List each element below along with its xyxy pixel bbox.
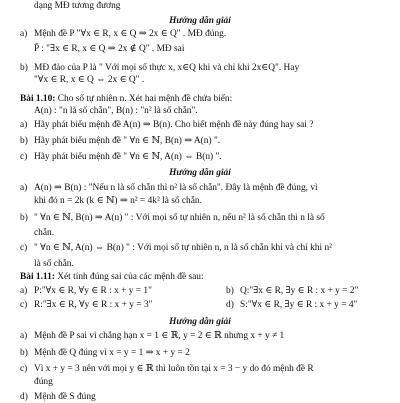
item-label: b) [226,286,234,296]
text-line: Cho số tự nhiên n. Xét hai mệnh đề chứa biến: [55,94,233,104]
item-label: a) [20,183,28,193]
exercise-1-11-title [20,271,400,283]
statement-q-wrap [226,285,358,297]
result-b [20,347,400,359]
question-b [20,135,400,147]
text-line: Xét tính đúng sai của các mệnh đề sau: [54,272,204,282]
item-label: a) [20,29,28,39]
result-a [20,330,400,342]
solution-b [20,212,400,224]
text-line: Hãy phát biểu mệnh đề " ∀n ∈ ℕ, B(n) ⇒ A(n) ". [34,136,221,146]
text-line: Hãy phát biểu mệnh đề A(n) ⇒ B(n). Cho biết mệnh đề này đúng hay sai ? [34,120,314,130]
text-line: Mệnh đề Q đúng vì x = y = 1 ⇒ x + y = 2 [34,348,190,358]
item-label: a) [20,286,28,296]
text-line: đúng [34,377,53,387]
text-line: Hãy phát biểu mệnh đề " ∀n ∈ ℕ, A(n) ⇔ B(n) ". [34,152,222,162]
text-line: " ∀n ∈ ℕ, A(n) ⇔ B(n) " : Với mọi số tự nhiên n, n là số chẵn khi và chỉ khi n² [34,243,332,253]
answer-b [20,62,400,74]
exercise-1-10-title [20,93,400,105]
question-a [20,119,400,131]
item-label: c) [20,300,28,310]
statement-p: P:"∀x ∈ R, ∀y ∈ R : x + y = 1" [34,286,152,296]
exercise-number: Bài 1.10: [20,94,56,104]
item-label: a) [20,120,28,130]
statement-row-1 [20,285,400,297]
exercise-number: Bài 1.11: [20,272,55,282]
question-c [20,151,400,163]
statement-row-2 [20,299,400,311]
text-line: Mệnh đề P "∀x ∈ R, x ∈ Q ⇒ 2x ∈ Q" . MĐ đúng. [34,29,227,39]
answer-a [20,28,400,40]
item-label: b) [20,348,28,358]
text-line: Mệnh đề P sai vì chẳng hạn x = 1 ∈ ℝ, y = 2 ∈ ℝ nhưng x + y ≠ 1 [34,331,285,341]
text-line: P̄ : "∃x ∈ R, x ∈ Q ⇒ 2x ∉ Q" . MĐ sai [34,44,185,54]
item-label: d) [20,392,28,402]
item-label: b) [20,136,28,146]
text-line: dạng MĐ tương đương [34,1,121,11]
item-label: c) [20,243,28,253]
item-label: a) [20,331,28,341]
statement-r: R:"∃x ∈ R, ∀y ∈ R : x + y = 3" [34,300,153,310]
result-c [20,363,400,375]
item-label: c) [20,364,28,374]
text-line: A(n) : "n là số chẵn", B(n) : "n² là số chẵn". [34,106,198,116]
statement-q: Q:"∃x ∈ R, ∃y ∈ R : x + y = 2" [240,286,359,296]
text-line: MĐ đảo của P là " Với mọi số thực x, x∈Q khi và chỉ khi 2x∈Q". Hay [34,63,300,73]
text-line: " ∀n ∈ ℕ, B(n) ⇒ A(n) " : Với mọi số tự nhiên n, nếu n² là số chẵn thì n là số [34,213,325,223]
text-line: khi đó n = 2k (k ∈ ℕ) ⇒ n² = 4k² là số chẵn. [34,196,202,206]
statement-s-wrap [226,299,357,311]
text-line: là số chẵn. [34,259,74,269]
section-heading: Hướng dẫn giải [169,16,231,26]
item-label: d) [226,300,234,310]
section-heading: Hướng dẫn giải [169,317,231,327]
text-line: A(n) ⇒ B(n) : "Nếu n là số chẵn thì n² là số chẵn". Đây là mệnh đề đúng, vì [34,183,318,193]
text-line: "∀x ∈ R, x ∈ Q ⇔ 2x ∈ Q" . [34,75,145,85]
statement-s: S:"∀x ∈ R, ∃y ∈ R : x + y = 4" [240,300,358,310]
solution-a [20,182,400,194]
section-heading: Hướng dẫn giải [169,168,231,178]
solution-c [20,242,400,254]
item-label: c) [20,152,28,162]
text-line: Mệnh đề S đúng [34,392,96,402]
item-label: b) [20,213,28,223]
text-line: chẵn. [34,228,55,238]
result-d [20,391,400,403]
text-line: Vì x + y = 3 nên với mọi y ∈ ℝ thì luôn tồn tại x = 3 − y do đó mệnh đề R [34,364,314,374]
item-label: b) [20,63,28,73]
